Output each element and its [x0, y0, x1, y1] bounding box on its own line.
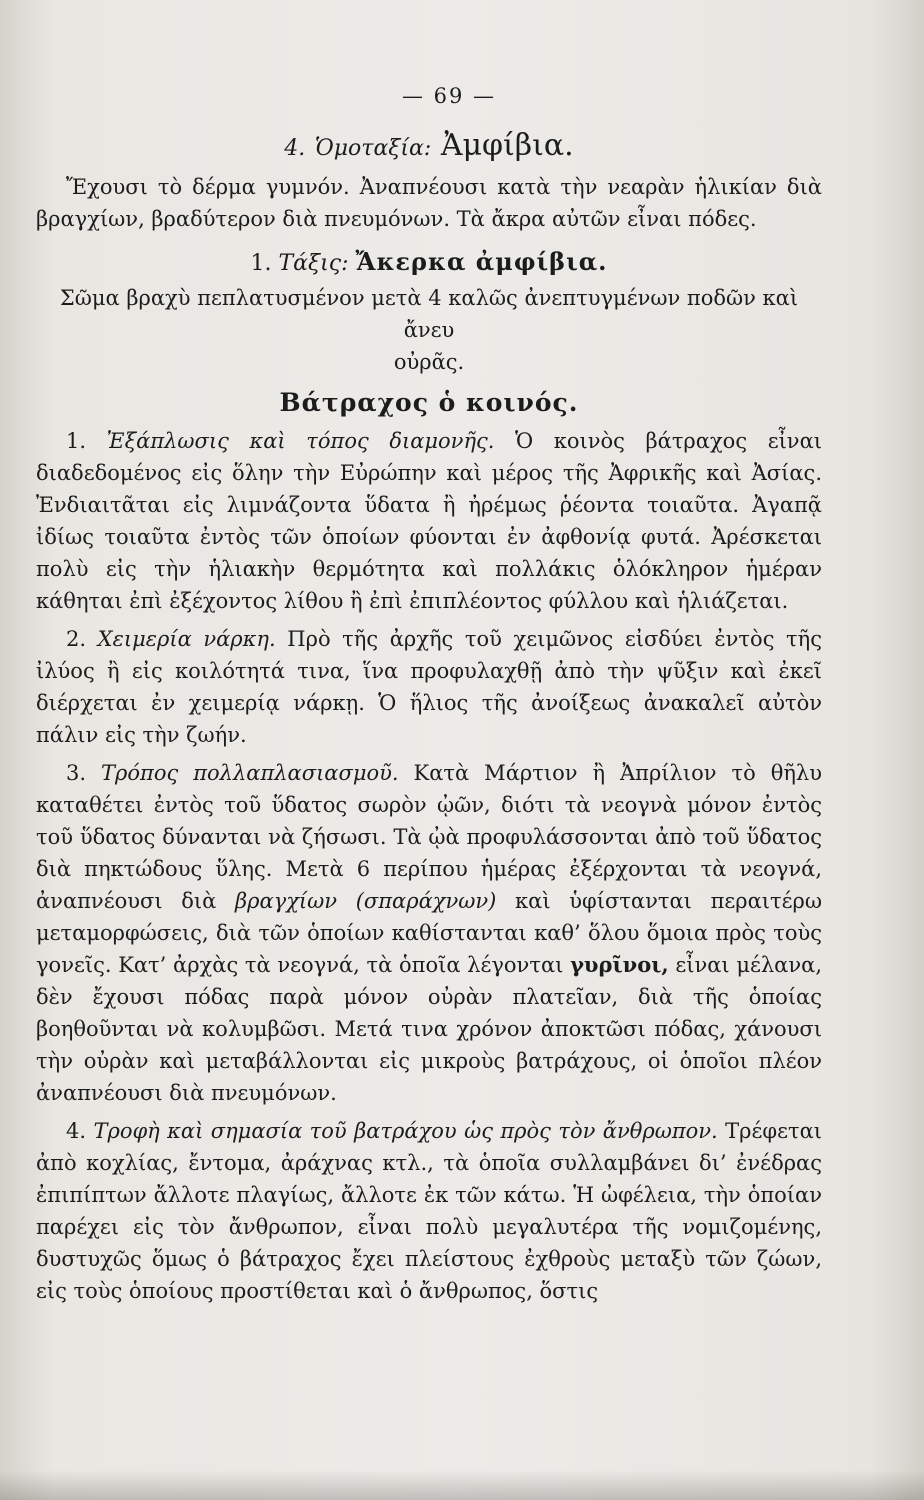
class-description-line-1: Σῶμα βραχὺ πεπλατυσμένον μετὰ 4 καλῶς ἀνεπτυγμένων ποδῶν καὶ ἄνευ — [59, 286, 799, 342]
section-3-term-tadpoles: γυρῖνοι, — [570, 952, 669, 977]
order-name: Ἀμφίβια. — [440, 128, 574, 163]
section-2-text: Πρὸ τῆς ἀρχῆς τοῦ χειμῶνος εἰσδύει ἐντὸς τῆς ἰλύος ἢ εἰς κοιλότητά τινα, ἵνα προφυλαχθῇ ἀπὸ τὴν ψῦξιν καὶ ἐκεῖ διέρχεται ἐν χειμερίᾳ νάρκῃ. Ὁ ἥλιος τῆς ἀνοίξεως ἀνακαλεῖ αὐτὸν πάλιν εἰς τὴν ζωήν. — [36, 627, 822, 747]
section-4-number: 4. — [66, 1119, 87, 1143]
section-1-number: 1. — [66, 429, 87, 453]
section-3-number: 3. — [66, 761, 87, 785]
section-3-term-gills: βραγχίων (σπαράχνων) — [234, 889, 497, 913]
order-heading — [36, 128, 822, 163]
section-3 — [36, 757, 822, 1109]
section-4-heading: Τροφὴ καὶ σημασία τοῦ βατράχου ὡς πρὸς τὸν ἄνθρωπον. — [93, 1119, 718, 1143]
section-2 — [36, 623, 822, 751]
class-description-line-2: οὐρᾶς. — [393, 350, 465, 374]
order-label: Ὁμοταξία: — [314, 136, 432, 161]
page-number: — 69 — — [401, 84, 497, 108]
class-name: Ἄκερκα ἀμφίβια. — [355, 247, 608, 276]
section-1-text: Ὁ κοινὸς βάτραχος εἶναι διαδεδομένος εἰς ὅλην τὴν Εὐρώπην καὶ μέρος τῆς Ἀφρικῆς καὶ Ἀσίας. Ἐνδιαιτᾶται εἰς λιμνάζοντα ὕδατα ἢ ἠρέμως ῥέοντα τοιαῦτα. Ἀγαπᾷ ἰδίως τοιαῦτα ἐντὸς τῶν ὁποίων φύονται ἐν ἀφθονίᾳ φυτά. Ἀρέσκεται πολὺ εἰς τὴν ἡλιακὴν θερμότητα καὶ πολλάκις ὁλόκληρον ἡμέραν κάθηται ἐπὶ ἐξέχοντος λίθου ἢ ἐπὶ ἐπιπλέοντος φύλλου καὶ ἡλιάζεται. — [36, 429, 822, 613]
section-4 — [36, 1115, 822, 1307]
section-4-text: Τρέφεται ἀπὸ κοχλίας, ἔντομα, ἀράχνας κτλ., τὰ ὁποῖα συλλαμβάνει δι’ ἐνέδρας ἐπιπίπτων ἄλλοτε πλαγίως, ἄλλοτε ἐκ τῶν κάτω. Ἡ ὠφέλεια, τὴν ὁποίαν παρέχει εἰς τὸν ἄνθρωπον, εἶναι πολὺ μεγαλυτέρα τῆς νομιζομένης, δυστυχῶς ὅμως ὁ βάτραχος ἔχει πλείστους ἐχθροὺς μεταξὺ τῶν ζώων, εἰς τοὺς ὁποίους προστίθεται καὶ ὁ ἄνθρωπος, ὅστις — [36, 1119, 823, 1303]
species-title: Βάτραχος ὁ κοινός. — [279, 388, 579, 417]
class-label: Τάξις: — [278, 251, 349, 276]
section-1 — [36, 425, 822, 617]
section-2-number: 2. — [66, 627, 87, 651]
section-1-heading: Ἐξάπλωσις καὶ τόπος διαμονῆς. — [106, 429, 495, 453]
section-3-text-b: καὶ ὑφίστανται περαιτέρω μεταμορφώσεις, διὰ τῶν ὁποίων καθίστανται καθ’ ὅλου ὅμοια πρὸς τοὺς γονεῖς. Κατ’ ἀρχὰς τὰ νεογνά, τὰ ὁποῖα λέγονται — [36, 889, 822, 977]
page-content — [36, 84, 822, 1307]
order-description: Ἔχουσι τὸ δέρμα γυμνόν. Ἀναπνέουσι κατὰ τὴν νεαρὰν ἡλικίαν διὰ βραγχίων, βραδύτερον διὰ πνευμόνων. Τὰ ἄκρα αὐτῶν εἶναι πόδες. — [36, 175, 822, 231]
section-3-text-c: εἶναι μέλανα, δὲν ἔχουσι πόδας παρὰ μόνον οὐρὰν πλατεῖαν, διὰ τῆς ὁποίας βοηθοῦνται νὰ κολυμβῶσι. Μετά τινα χρόνον ἀποκτῶσι πόδας, χάνουσι τὴν οὐρὰν καὶ μεταβάλλονται εἰς μικροὺς βατράχους, οἱ ὁποῖοι πλέον ἀναπνέουσι διὰ πνευμόνων. — [36, 953, 822, 1105]
order-number: 4. — [284, 136, 306, 161]
class-number: 1. — [250, 251, 272, 276]
section-3-heading: Τρόπος πολλαπλασιασμοῦ. — [101, 761, 399, 785]
section-3-text-a: Κατὰ Μάρτιον ἢ Ἀπρίλιον τὸ θῆλυ καταθέτει ἐντὸς τοῦ ὕδατος σωρὸν ᾠῶν, διότι τὰ νεογνὰ μόνον ἐντὸς τοῦ ὕδατος δύνανται νὰ ζήσωσι. Τὰ ᾠὰ προφυλάσσονται ἀπὸ τοῦ ὕδατος διὰ πηκτώδους ὕλης. Μετὰ 6 περίπου ἡμέρας ἐξέρχονται τὰ νεογνά, ἀναπνέουσι διὰ — [36, 761, 822, 913]
class-heading — [36, 247, 822, 276]
page-bottom-shadow — [0, 1470, 924, 1500]
section-2-heading: Χειμερία νάρκη. — [97, 627, 276, 651]
